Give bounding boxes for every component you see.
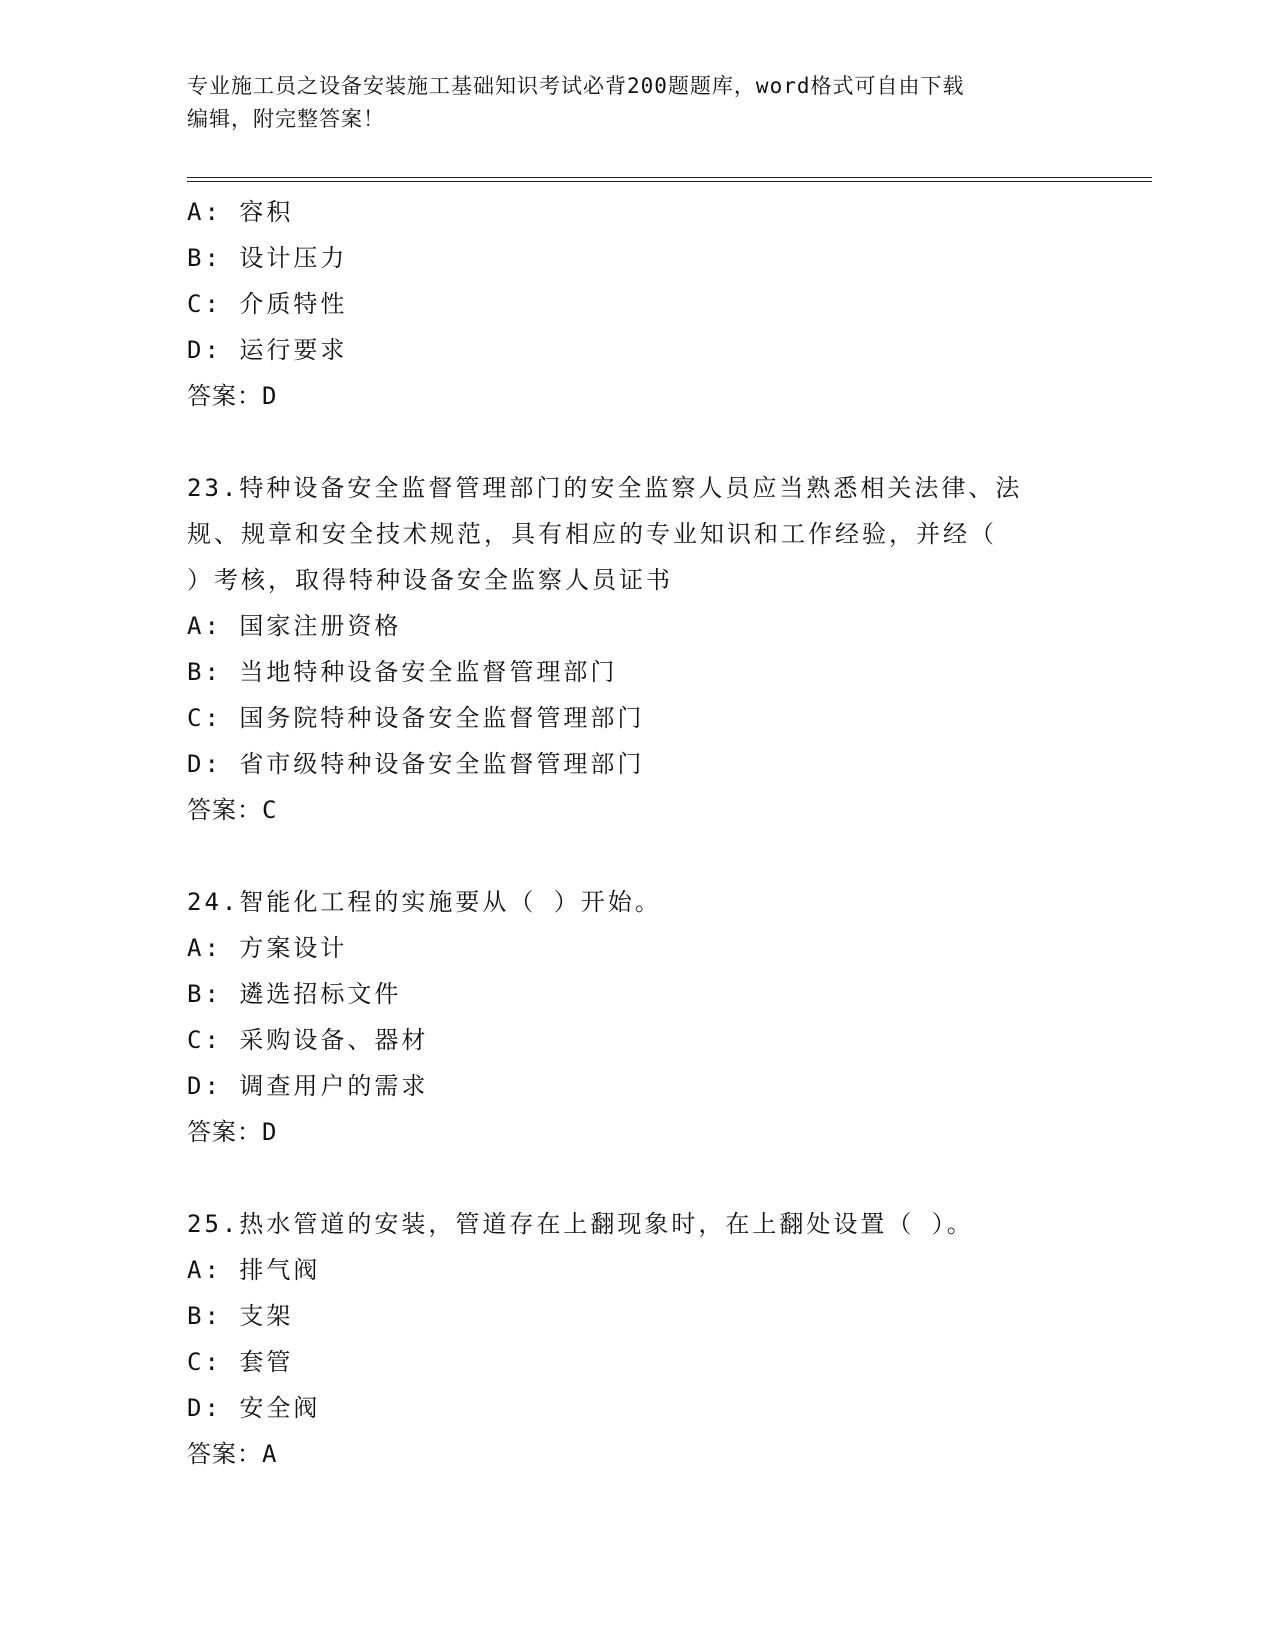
option-b: B: 支架 [187,1302,294,1330]
option-a: A: 排气阀 [187,1256,321,1284]
option-d: D: 调查用户的需求 [187,1072,429,1100]
question-22 [187,189,1097,419]
answer: 答案：D [187,382,278,410]
option-c: C: 套管 [187,1348,294,1376]
document-header [187,70,1087,136]
question-23 [187,465,1097,833]
option-c: C: 国务院特种设备安全监督管理部门 [187,704,645,732]
question-stem-line: ）考核，取得特种设备安全监察人员证书 [187,566,673,594]
header-divider [187,177,1152,182]
answer: 答案：D [187,1118,278,1146]
header-title-line-2: 编辑，附完整答案！ [187,107,385,131]
question-stem-line: 25.热水管道的安装，管道存在上翻现象时，在上翻处设置（ ）。 [187,1210,974,1238]
question-stem-line: 24.智能化工程的实施要从（ ）开始。 [187,888,662,916]
option-a: A: 容积 [187,198,294,226]
option-b: B: 当地特种设备安全监督管理部门 [187,658,618,686]
answer: 答案：A [187,1440,278,1468]
option-b: B: 设计压力 [187,244,348,272]
option-b: B: 遴选招标文件 [187,980,402,1008]
option-d: D: 运行要求 [187,336,348,364]
header-title-line-1: 专业施工员之设备安装施工基础知识考试必背200题题库，word格式可自由下载 [187,74,965,98]
question-25 [187,1201,1097,1477]
question-24 [187,879,1097,1155]
option-d: D: 安全阀 [187,1394,321,1422]
option-a: A: 方案设计 [187,934,348,962]
option-c: C: 采购设备、器材 [187,1026,429,1054]
question-stem-line: 23.特种设备安全监督管理部门的安全监察人员应当熟悉相关法律、法 [187,474,1023,502]
question-stem-line: 规、规章和安全技术规范，具有相应的专业知识和工作经验，并经（ [187,520,997,548]
answer: 答案：C [187,796,278,824]
option-d: D: 省市级特种设备安全监督管理部门 [187,750,645,778]
option-a: A: 国家注册资格 [187,612,402,640]
question-list [187,189,1097,1477]
option-c: C: 介质特性 [187,290,348,318]
